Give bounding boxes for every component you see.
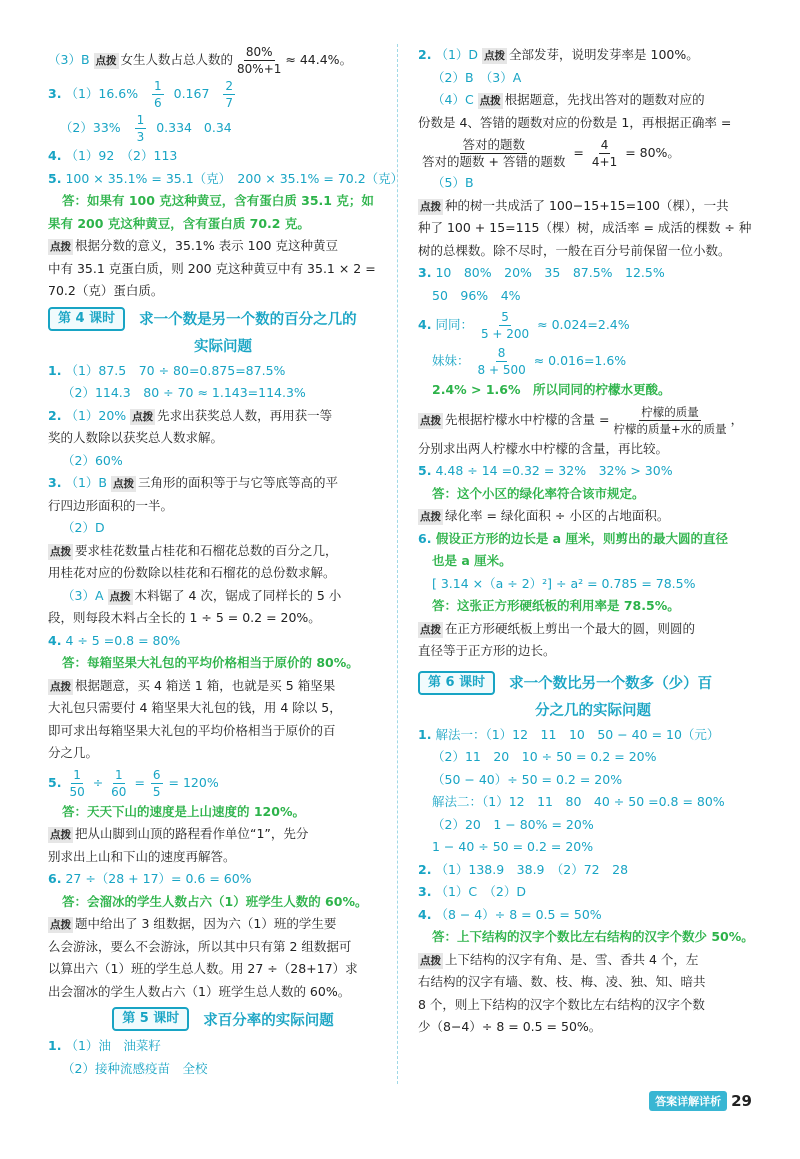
answer-statement: 答：如果有 100 克这种黄豆，含有蛋白质 35.1 克；如 (62, 193, 374, 208)
page-footer (649, 1091, 752, 1111)
lesson-heading: 第 4 课时 求一个数是另一个数的百分之几的 (48, 307, 398, 331)
left-column: （3）B 点拨 女生人数占总人数的 $\frac{80\%}{80\%+1}$ ≈ 44.4%。 3. （1）16.6% $\frac{1}{6}$ 0.167 $\frac{2}{7}$ （2）33% $\frac{1}{3}$ 0.334 0.34 4. （1）92 （2）113 5. 100 × 35.1% = 35.1（克） 200 × 35.1% = 70.2（克） 答：如果有 100 克这种黄豆，含有蛋白质 35.1 克；如 果有 200 克这种黄豆，含有蛋白质 70.2 克。 点拨 根据分数的意义，35.1% 表示 100 克这种黄豆 中有 35.1 克蛋白质，则 200 克这种黄豆中有 35.1 × 2 = 70.2（克）蛋白质。 第 4 课时 求一个数是另一个数的百分之几的 实际问题 1. （1）87.5 70 ÷ 80=0.875=87.5% （2）114.3 80 ÷ 70 ≈ 1.143=114.3% 2. （1）20% 点拨 先求出获奖总人数，再用获一等 奖的人数除以获奖总人数求解。 （2）60% 3. （1）B 点拨 三角形的面积等于与它等底等高的平 行四边形面积的一半。 （2）D 点拨 要求桂花数量占桂花和石榴花总数的百分之几， 用桂花对应的份数除以桂花和石榴花的总份数求解。 （3）A 点拨 木料锯了 4 次，锯成了同样长的 5 小 段，则每段木料占全长的 1 ÷ 5 = 0.2 = 20%。 4. 4 ÷ 5 =0.8 = 80% 答：每箱坚果大礼包的平均价格相当于原价的 80%。 点拨 根据题意，买 4 箱送 1 箱，也就是买 5 箱坚果 大礼包只需要付 4 箱坚果大礼包的钱，用 4 除以 5， 即可求出每箱坚果大礼包的平均价格相当于原价的百 分之几。 5. $\frac{1}{50}$ ÷ $\frac{1}{60}$ = $\frac{6}{5}$ = 120% 答：天天下山的速度是上山速度的 120%。 点拨 把从山脚到山顶的路程看作单位“1”，先分 别求出上山和下山的速度再解答。 6. 27 ÷（28 + 17）= 0.6 = 60% 答：会溜冰的学生人数占六（1）班学生人数的 60%。 点拨 题中给出了 3 组数据，因为六（1）班的学生要 么会游泳，要么不会游泳，所以其中只有第 2 组数据可 以算出六（1）班的学生总人数。用 27 ÷（28+17）求 出会溜冰的学生人数占六（1）班学生总人数的 60%。 第 5 课时 求百分率的实际问题 1. （1）油 油菜籽 （2）接种流感疫苗 全校 (48, 45, 404, 1076)
page-number: 29 (731, 1092, 752, 1110)
tip-label: 点拨 (95, 55, 117, 67)
lesson-badge: 第 5 课时 (112, 1007, 189, 1031)
answer-line: （3）B 点拨 女生人数占总人数的 $\frac{80\%}{80\%+1}$ ≈ 44.4%。 (48, 45, 353, 76)
lesson-title-line2: 分之几的实际问题 (535, 702, 651, 719)
footer-tag: 答案详解详析 (649, 1091, 727, 1111)
fraction: $\frac{80\%}{80\%+1}$ (237, 45, 282, 76)
lesson-heading: 第 5 课时 求百分率的实际问题 (48, 1007, 398, 1031)
lesson-heading: 第 6 课时 求一个数比另一个数多（少）百 (418, 671, 768, 695)
answer-line: （2）33% $\frac{1}{3}$ 0.334 0.34 (59, 113, 232, 144)
right-column: 2. （1）D 点拨 全部发芽，说明发芽率是 100%。 （2）B （3）A （4）C 点拨 根据题意，先找出答对的题数对应的 份数是 4、答错的题数对应的份数是 1，再根据正确率 = $\frac{\text{答对的题数}}{\text{答对的题数 + 答错的题数}}$ = $\frac{4}{4+1}$ = 80%。 （5）B 点拨 种的树一共成活了 100−15+15=100（棵），一共 种了 100 + 15=115（棵）树，成活率 = 成活的棵数 ÷ 种 树的总棵数。除不尽时，一般在百分号前保留一位小数。 3. 10 80% 20% 35 87.5% 12.5% 50 96% 4% 4. 同同： $\frac{5}{5 + 200}$ ≈ 0.024=2.4% 妹妹： $\frac{8}{8 + 500}$ ≈ 0.016=1.6% 2.4% > 1.6% 所以同同的柠檬水更酸。 点拨 先根据柠檬水中柠檬的含量 = $\frac{\text{柠檬的质量}}{\text{柠檬的质量+水的质量}}$ ， 分别求出两人柠檬水中柠檬的含量，再比较。 5. 4.48 ÷ 14 =0.32 = 32% 32% > 30% 答：这个小区的绿化率符合该市规定。 点拨 绿化率 = 绿化面积 ÷ 小区的占地面积。 6. 假设正方形的边长是 a 厘米，则剪出的最大圆的直径 也是 a 厘米。 [ 3.14 ×（a ÷ 2）²] ÷ a² = 0.785 = 78.5% 答：这张正方形硬纸板的利用率是 78.5%。 点拨 在正方形硬纸板上剪出一个最大的圆，则圆的 直径等于正方形的边长。 第 6 课时 求一个数比另一个数多（少）百 分之几的实际问题 1. 解法一：（1）12 11 10 50 − 40 = 10（元） （2）11 20 10 ÷ 50 = 0.2 = 20% （50 − 40）÷ 50 = 0.2 = 20% 解法二：（1）12 11 80 40 ÷ 50 =0.8 = 80% （2）20 1 − 80% = 20% 1 − 40 ÷ 50 = 0.2 = 20% 2. （1）138.9 38.9 （2）72 28 3. （1）C （2）D 4. （8 − 4）÷ 8 = 0.5 = 50% 答：上下结构的汉字个数比左右结构的汉字个数少 50%。 点拨 上下结构的汉字有角、是、雪、香共 4 个，左 右结构的汉字有墙、数、枝、梅、凌、独、知、暗共 8 个，则上下结构的汉字个数比左右结构的汉字个数 少（8−4）÷ 8 = 0.5 = 50%。 (418, 44, 768, 1039)
answer-line: 4. （1）92 （2）113 (48, 148, 178, 163)
answer-statement: 果有 200 克这种黄豆，含有蛋白质 70.2 克。 (48, 215, 310, 231)
answer-line: 3. （1）16.6% $\frac{1}{6}$ 0.167 $\frac{2}{7}$ (48, 79, 233, 110)
lesson-title-line2: 实际问题 (194, 338, 252, 355)
lesson-badge: 第 6 课时 (418, 671, 495, 695)
tip-block: 点拨 根据分数的意义，35.1% 表示 100 克这种黄豆 (50, 238, 338, 253)
lesson-badge: 第 4 课时 (48, 307, 125, 331)
answer-line: 5. 100 × 35.1% = 35.1（克） 200 × 35.1% = 70.2（克） (48, 170, 404, 186)
